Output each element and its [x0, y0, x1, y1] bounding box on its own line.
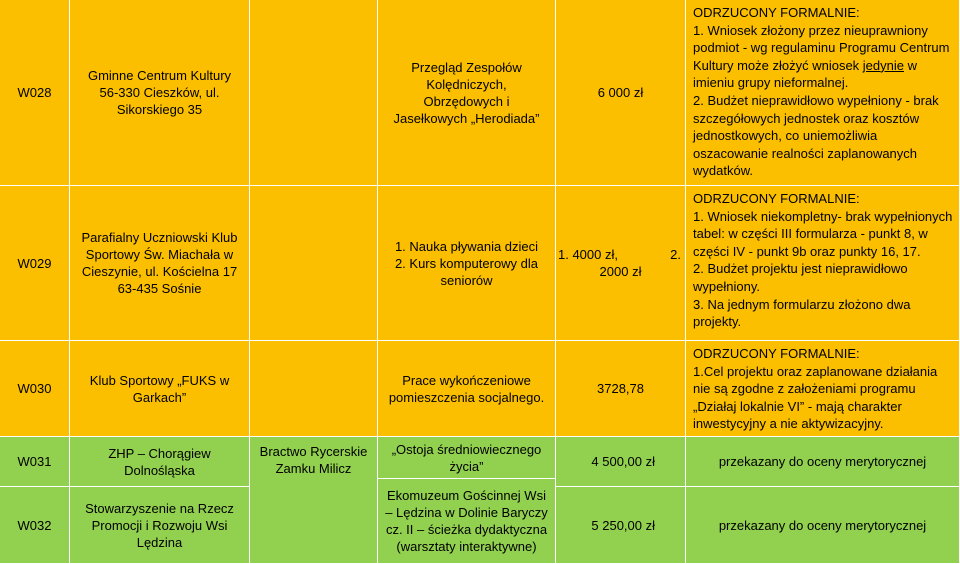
amount-text: 3728,78 [597, 381, 644, 396]
project-cell [378, 186, 556, 341]
id-text: W031 [17, 454, 52, 469]
project-cell [378, 0, 556, 186]
note-item: 1. Wniosek niekompletny- brak wypełnionych tabel: w części III formularza - punkt 8, w części IV - punkt 9b oraz punkty 16, 17. [693, 208, 953, 259]
id-cell [0, 186, 70, 341]
project-text: Ekomuzeum Gościnnej Wsi – Lędzina w Dolinie Baryczy cz. II – ścieżka dydaktyczna (warsztaty interaktywne) [385, 488, 548, 554]
amount-list [556, 246, 685, 280]
note-heading: ODRZUCONY FORMALNIE: [693, 5, 860, 20]
project-text: „Ostoja średniowiecznego życia” [391, 441, 542, 474]
amount-text: 4 500,00 zł [591, 454, 655, 469]
beneficiary-text: Stowarzyszenie na Rzecz Promocji i Rozwoju Wsi Lędzina [85, 500, 234, 550]
project-text: Przegląd Zespołów Kolędniczych, Obrzędowych i Jasełkowych „Herodiada” [393, 59, 540, 126]
partner-cell [250, 0, 378, 186]
status-text: przekazany do oceny merytorycznej [718, 454, 927, 469]
amount-cell [556, 437, 686, 487]
amount-cell [556, 341, 686, 437]
id-text: W030 [17, 381, 52, 396]
amount-cell [556, 487, 686, 564]
beneficiary-cell [70, 341, 250, 437]
id-text: W032 [17, 517, 52, 533]
note-item: 2. Budżet projektu jest nieprawidłowo wypełniony. [693, 261, 908, 294]
note-item: 2. Budżet nieprawidłowo wypełniony - brak szczegółowych jednostek oraz kosztów jednostkowych, co uniemożliwia oszacowanie realności zaplanowanych wydatków. [693, 92, 939, 179]
amount-item: 2. [670, 247, 681, 262]
beneficiary-cell [70, 487, 250, 564]
project-cell [378, 479, 556, 564]
id-cell [0, 487, 70, 564]
note-heading: ODRZUCONY FORMALNIE: [693, 191, 860, 206]
note-heading: ODRZUCONY FORMALNIE: [693, 346, 860, 361]
id-cell [0, 437, 70, 487]
beneficiary-text: Gminne Centrum Kultury 56-330 Cieszków, ul. Sikorskiego 35 [87, 68, 232, 117]
table-row-w028 [0, 0, 960, 186]
amount-text: 5 250,00 zł [591, 517, 655, 533]
project-item: 2. Kurs komputerowy dla seniorów [394, 255, 539, 288]
beneficiary-cell [70, 0, 250, 186]
status-cell [686, 437, 960, 487]
note-cell [686, 186, 960, 341]
amount-cell [556, 0, 686, 186]
project-cell [378, 437, 556, 479]
amount-item: 1. 4000 zł, [558, 247, 618, 262]
note-item: 3. Na jednym formularzu złożono dwa projekty. [693, 296, 911, 330]
status-text: przekazany do oceny merytorycznej [718, 517, 927, 533]
note-item: 1. Wniosek złożony przez nieuprawniony podmiot - wg regulaminu Programu Centrum Kultury może złożyć wniosek jedynie w imieniu grupy nieformalnej. [693, 22, 950, 91]
id-cell [0, 341, 70, 437]
beneficiary-text: Parafialny Uczniowski Klub Sportowy Św. Miachała w Cieszynie, ul. Kościelna 17 63-435 Sośnie [81, 230, 238, 296]
beneficiary-cell [70, 437, 250, 487]
note-item: 1.Cel projektu oraz zaplanowane działania nie są zgodne z założeniami programu „Działaj lokalnie VI” - mają charakter inwestycyjny a nie aktywizacyjny. [693, 363, 938, 432]
partner-cell [250, 341, 378, 437]
beneficiary-text: ZHP – Chorągiew Dolnośląska [108, 445, 211, 478]
partner-cell [250, 186, 378, 341]
beneficiary-text: Klub Sportowy „FUKS w Garkach” [89, 372, 230, 405]
amount-cell [556, 186, 686, 341]
project-cell [378, 341, 556, 437]
table-row-w029 [0, 186, 960, 341]
id-text: W029 [17, 255, 52, 271]
id-cell [0, 0, 70, 186]
project-item: 1. Nauka pływania dzieci [394, 238, 539, 254]
note-cell [686, 341, 960, 437]
partner-text: Bractwo Rycerskie Zamku Milicz [259, 444, 368, 476]
status-cell [686, 487, 960, 564]
project-text: Prace wykończeniowe pomieszczenia socjalnego. [388, 372, 545, 405]
note-cell [686, 0, 960, 186]
note-underlined: jedynie [862, 57, 904, 73]
project-list [386, 238, 547, 289]
id-text: W028 [17, 85, 52, 100]
beneficiary-cell [70, 186, 250, 341]
amount-item: 2000 zł [599, 264, 642, 279]
partner-cell [250, 437, 378, 564]
table-row-w030 [0, 341, 960, 437]
amount-text: 6 000 zł [597, 85, 644, 100]
table-group-accepted [0, 437, 960, 564]
